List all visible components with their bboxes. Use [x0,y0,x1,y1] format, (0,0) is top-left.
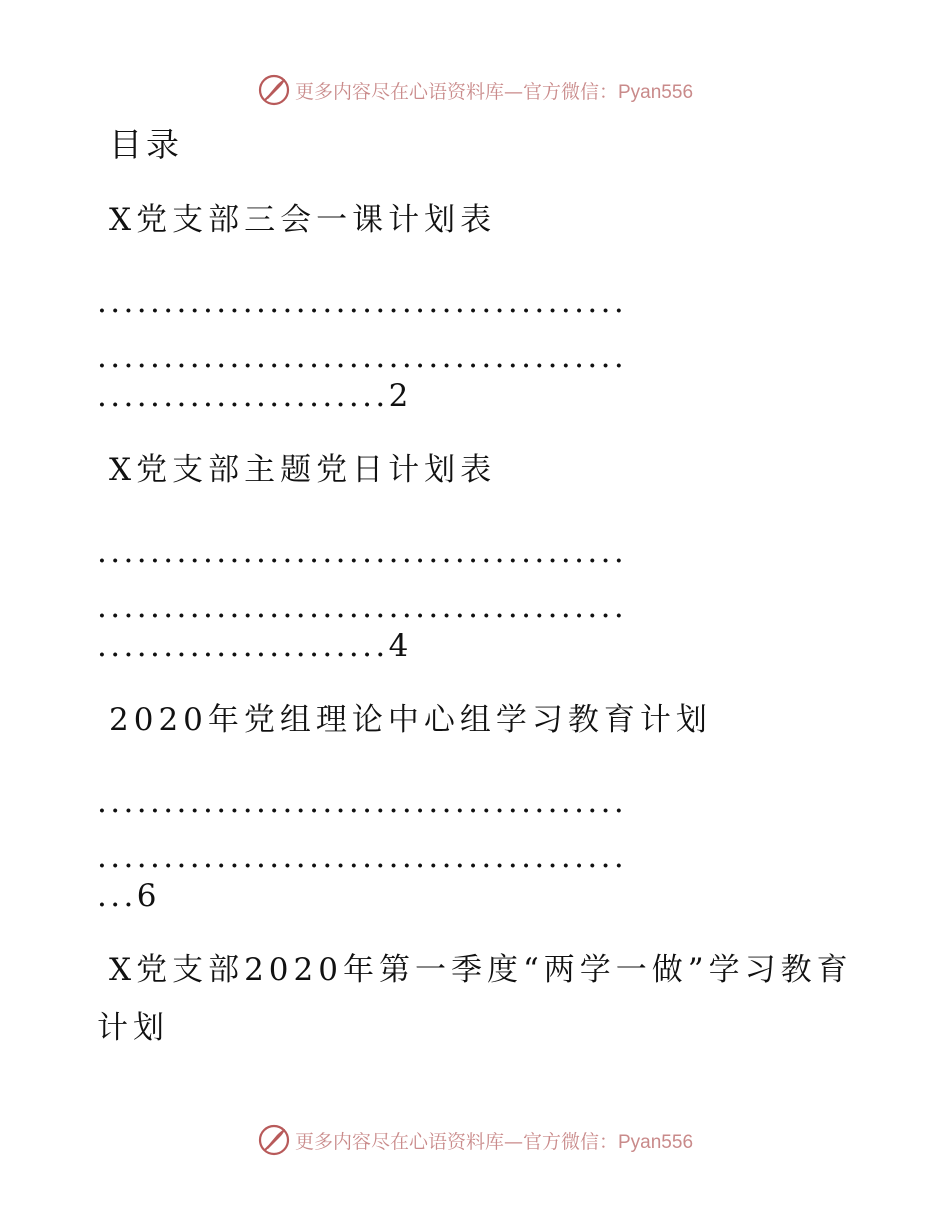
wechat-id: Pyan556 [618,81,694,103]
banner-text: 更多内容尽在心语资料库—官方微信：Pyan556 [294,1130,694,1153]
toc-entry-title[interactable]: X党支部2020年第一季度“两学一做”学习教育 [109,952,853,988]
quill-pen-logo-icon [257,1123,291,1157]
banner-text: 更多内容尽在心语资料库—官方微信：Pyan556 [294,80,694,103]
toc-leader-dots-last: ......................2 [97,378,409,414]
toc-entry-title-continued[interactable]: 计划 [97,1010,169,1046]
toc-heading: 目录 [109,125,183,164]
toc-leader-dots: ........................................ [97,284,628,320]
toc-page-number[interactable]: 6 [136,878,157,914]
toc-leader-dots: ........................................ [97,589,628,625]
toc-entry-title[interactable]: X党支部三会一课计划表 [109,202,497,238]
toc-leader-dots-last: ...6 [97,878,157,914]
toc-leader-dots: ........................................ [97,339,628,375]
wechat-id: Pyan556 [618,1131,694,1153]
toc-page-number[interactable]: 4 [388,628,409,664]
quill-pen-logo-icon [257,73,291,107]
toc-leader-dots: ........................................ [97,534,628,570]
toc-entry-title[interactable]: 2020年党组理论中心组学习教育计划 [109,702,712,738]
header-banner [0,70,950,110]
toc-leader-dots: ........................................ [97,839,628,875]
toc-leader-dots-last: ......................4 [97,628,409,664]
toc-entry-title[interactable]: X党支部主题党日计划表 [109,452,497,488]
footer-banner [0,1120,950,1160]
toc-leader-dots: ........................................ [97,784,628,820]
toc-page-number[interactable]: 2 [388,378,409,414]
